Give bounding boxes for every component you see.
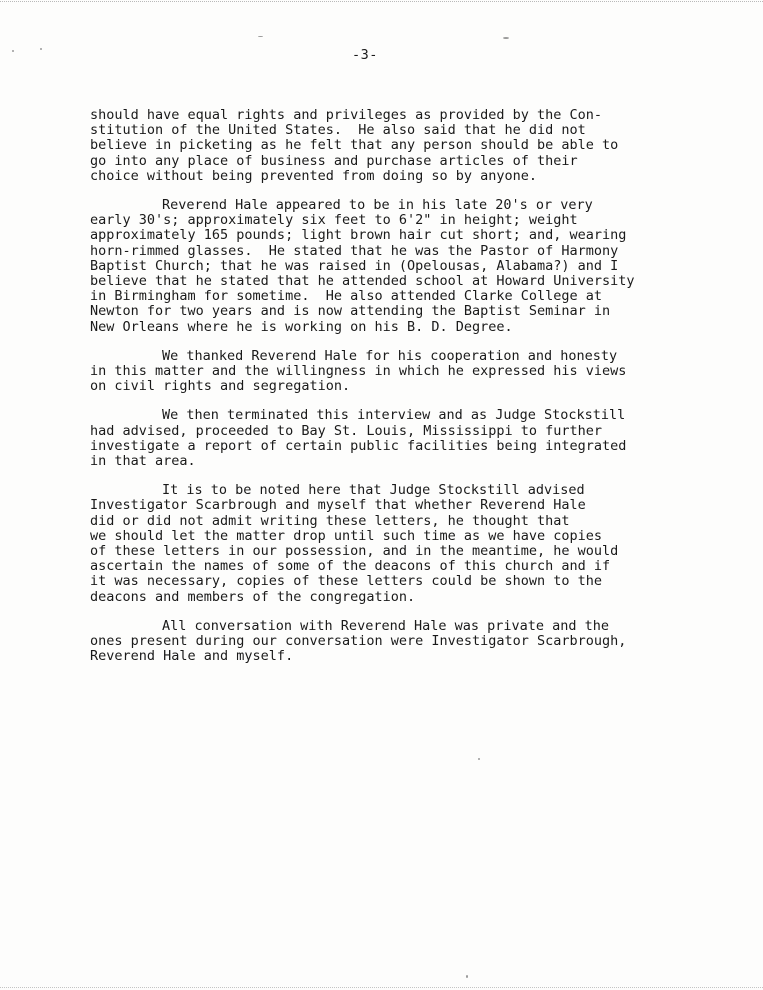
text-line: on civil rights and segregation. <box>90 378 351 395</box>
text-line: investigate a report of certain public facilities being integrated <box>90 437 627 454</box>
paragraph <box>90 619 710 665</box>
text-line: should have equal rights and privileges as provided by the Con- <box>90 107 603 123</box>
body-text <box>90 108 710 679</box>
page-number: -3- <box>352 47 378 63</box>
text-line: We then terminated this interview and as Judge Stockstill <box>162 407 626 424</box>
paragraph <box>90 408 710 469</box>
text-line: in Birmingham for sometime. He also attended Clarke College at <box>90 288 603 305</box>
text-line: stitution of the United States. He also said that he did not <box>90 122 586 139</box>
top-scan-edge <box>0 1 763 2</box>
scan-speck <box>503 37 509 39</box>
scan-speck <box>12 50 14 52</box>
text-line: choice without being prevented from doing so by anyone. <box>90 167 538 184</box>
text-line: approximately 165 pounds; light brown hair cut short; and, wearing <box>90 227 627 244</box>
text-line: of these letters in our possession, and in the meantime, he would <box>90 543 619 560</box>
text-line: go into any place of business and purchase articles of their <box>90 152 578 169</box>
text-line: New Orleans where he is working on his B. D. Degree. <box>90 318 513 335</box>
scan-speck <box>478 758 480 760</box>
text-line: It is to be noted here that Judge Stockstill advised <box>162 482 585 499</box>
text-line: did or did not admit writing these letters, he thought that <box>90 512 570 529</box>
text-line: ones present during our conversation were Investigator Scarbrough, <box>90 633 627 650</box>
paragraph <box>90 108 710 184</box>
text-line: early 30's; approximately six feet to 6'2" in height; weight <box>90 212 578 229</box>
text-line: it was necessary, copies of these letters could be shown to the <box>90 573 603 590</box>
text-line: we should let the matter drop until such time as we have copies <box>90 527 603 544</box>
text-line: All conversation with Reverend Hale was private and the <box>162 617 610 634</box>
text-line: Reverend Hale appeared to be in his late 20's or very <box>162 197 593 214</box>
text-line: deacons and members of the congregation. <box>90 588 416 605</box>
text-line: in that area. <box>90 453 196 470</box>
text-line: horn-rimmed glasses. He stated that he was the Pastor of Harmony <box>90 242 619 259</box>
scan-speck <box>466 975 468 978</box>
text-line: Investigator Scarbrough and myself that whether Reverend Hale <box>90 497 586 514</box>
text-line: We thanked Reverend Hale for his cooperation and honesty <box>162 347 618 364</box>
text-line: Newton for two years and is now attending the Baptist Seminar in <box>90 303 611 320</box>
text-line: Baptist Church; that he was raised in (Opelousas, Alabama?) and I <box>90 257 619 274</box>
text-line: believe that he stated that he attended school at Howard University <box>90 273 635 290</box>
text-line: believe in picketing as he felt that any person should be able to <box>90 137 619 154</box>
scan-speck <box>258 36 263 37</box>
bottom-scan-edge <box>0 987 763 988</box>
text-line: in this matter and the willingness in which he expressed his views <box>90 363 627 380</box>
text-line: Reverend Hale and myself. <box>90 648 294 665</box>
scan-speck <box>40 48 42 50</box>
text-line: had advised, proceeded to Bay St. Louis, Mississippi to further <box>90 422 603 439</box>
text-line: ascertain the names of some of the deacons of this church and if <box>90 558 611 575</box>
paragraph <box>90 483 710 605</box>
paragraph <box>90 198 710 335</box>
paragraph <box>90 349 710 395</box>
